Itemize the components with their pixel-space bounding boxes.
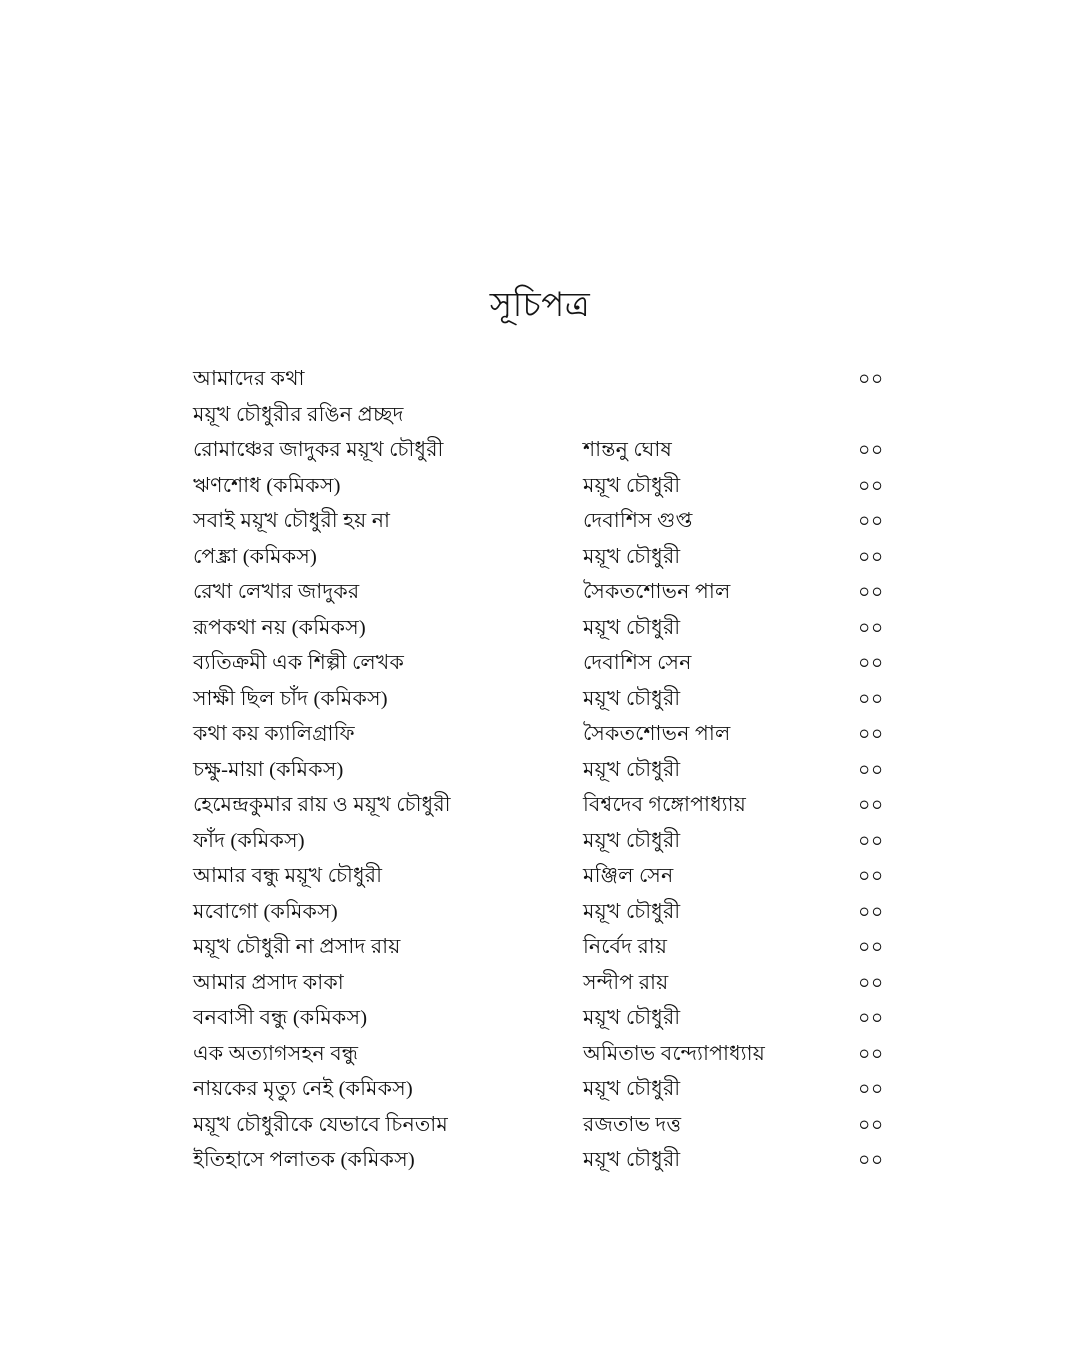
- toc-entry-author: মঞ্জিল সেন: [583, 865, 674, 887]
- toc-entry-page-number: ০০: [858, 901, 884, 923]
- toc-entry-title: নায়কের মৃত্যু নেই (কমিকস): [193, 1078, 413, 1100]
- toc-entry-row[interactable]: [193, 899, 893, 935]
- toc-entry-title: রেখা লেখার জাদুকর: [193, 581, 360, 603]
- toc-entry-title: ময়ূখ চৌধুরী না প্রসাদ রায়: [193, 936, 401, 958]
- toc-entry-title: ব্যতিক্রমী এক শিল্পী লেখক: [193, 652, 404, 674]
- toc-entry-title: চক্ষু-মায়া (কমিকস): [193, 758, 344, 781]
- toc-entry-page-number: ০০: [858, 795, 884, 816]
- toc-entry-page-number: ০০: [858, 617, 884, 639]
- toc-entry-row[interactable]: [193, 757, 893, 793]
- toc-entry-author: বিশ্বদেব গঙ্গোপাধ্যায়: [583, 794, 747, 816]
- toc-entry-page-number: ০০: [858, 511, 884, 532]
- page-title: সূচিপত্র: [489, 286, 591, 324]
- toc-entry-page-number: ০০: [858, 688, 884, 710]
- toc-entry-author: সৈকতশোভন পাল: [583, 723, 731, 745]
- toc-entry-page-number: ০০: [858, 759, 884, 781]
- toc-entry-title: বনবাসী বন্ধু (কমিকস): [193, 1007, 368, 1029]
- toc-entry-row[interactable]: [193, 1005, 893, 1041]
- toc-entry-page-number: ০০: [858, 440, 884, 461]
- toc-entry-title: সাক্ষী ছিল চাঁদ (কমিকস): [193, 687, 388, 710]
- toc-entry-row[interactable]: [193, 686, 893, 722]
- toc-entry-title: হেমেন্দ্রকুমার রায় ও ময়ূখ চৌধুরী: [193, 794, 451, 816]
- toc-entry-row[interactable]: [193, 1147, 893, 1183]
- toc-entry-page-number: ০০: [858, 972, 884, 994]
- toc-entry-author: ময়ূখ চৌধুরী: [583, 1078, 681, 1100]
- toc-entry-title: রোমাঞ্চের জাদুকর ময়ূখ চৌধুরী: [193, 439, 444, 461]
- toc-entry-author: ময়ূখ চৌধুরী: [583, 474, 681, 497]
- toc-entry-author: দেবাশিস সেন: [583, 652, 692, 674]
- toc-entry-author: দেবাশিস গুপ্ত: [583, 510, 693, 532]
- toc-entry-author: ময়ূখ চৌধুরী: [583, 758, 681, 781]
- toc-entry-row[interactable]: [193, 828, 893, 864]
- toc-entry-title: পেঙ্ক্রা (কমিকস): [193, 545, 318, 568]
- toc-entry-title: ময়ূখ চৌধুরীর রঙিন প্রচ্ছদ: [193, 403, 404, 426]
- toc-entry-author: ময়ূখ চৌধুরী: [583, 900, 681, 923]
- toc-entry-author: ময়ূখ চৌধুরী: [583, 1149, 681, 1171]
- toc-entry-author: ময়ূখ চৌধুরী: [583, 1007, 681, 1029]
- toc-entry-author: সন্দীপ রায়: [583, 971, 669, 994]
- toc-entry-row[interactable]: [193, 1112, 893, 1148]
- toc-entry-author: শান্তনু ঘোষ: [583, 439, 672, 461]
- toc-entry-row[interactable]: [193, 650, 893, 686]
- toc-entry-row[interactable]: [193, 579, 893, 615]
- toc-entry-author: সৈকতশোভন পাল: [583, 581, 731, 603]
- toc-entry-row[interactable]: [193, 1076, 893, 1112]
- toc-entry-page-number: ০০: [858, 369, 884, 390]
- toc-entry-row[interactable]: [193, 615, 893, 651]
- toc-entry-row[interactable]: [193, 544, 893, 580]
- toc-entry-title: ফাঁদ (কমিকস): [193, 829, 305, 852]
- toc-entry-author: ময়ূখ চৌধুরী: [583, 829, 681, 852]
- toc-entry-author: ময়ূখ চৌধুরী: [583, 616, 681, 639]
- toc-entry-row[interactable]: [193, 366, 893, 402]
- toc-entry-list: [193, 366, 893, 1183]
- toc-entry-page-number: ০০: [858, 724, 884, 745]
- toc-entry-page-number: ০০: [858, 1008, 884, 1029]
- toc-entry-page-number: ০০: [858, 937, 884, 958]
- toc-entry-author: অমিতাভ বন্দ্যোপাধ্যায়: [583, 1042, 766, 1065]
- toc-entry-title: এক অত্যাগসহন বন্ধু: [193, 1042, 359, 1065]
- toc-entry-title: মবোগো (কমিকস): [193, 900, 338, 923]
- toc-entry-title: ইতিহাসে পলাতক (কমিকস): [193, 1149, 415, 1171]
- toc-entry-row[interactable]: [193, 863, 893, 899]
- toc-entry-page-number: ০০: [858, 1150, 884, 1171]
- toc-entry-title: আমাদের কথা: [193, 368, 305, 390]
- toc-entry-row[interactable]: [193, 970, 893, 1006]
- toc-entry-page-number: ০০: [858, 1079, 884, 1100]
- toc-entry-page-number: ০০: [858, 475, 884, 497]
- toc-entry-title: ঋণশোধ (কমিকস): [193, 474, 341, 497]
- toc-entry-title: ময়ূখ চৌধুরীকে যেভাবে চিনতাম: [193, 1113, 449, 1136]
- toc-entry-author: ময়ূখ চৌধুরী: [583, 687, 681, 710]
- toc-entry-title: কথা কয় ক্যালিগ্রাফি: [193, 723, 355, 745]
- toc-entry-row[interactable]: [193, 792, 893, 828]
- toc-entry-title: আমার প্রসাদ কাকা: [193, 971, 344, 994]
- toc-entry-page-number: ০০: [858, 1114, 884, 1136]
- toc-entry-row[interactable]: [193, 402, 893, 438]
- toc-entry-row[interactable]: [193, 934, 893, 970]
- toc-entry-page-number: ০০: [858, 546, 884, 568]
- toc-entry-row[interactable]: [193, 508, 893, 544]
- toc-entry-title: রূপকথা নয় (কমিকস): [193, 616, 366, 639]
- toc-entry-row[interactable]: [193, 473, 893, 509]
- toc-entry-row[interactable]: [193, 437, 893, 473]
- toc-entry-title: সবাই ময়ূখ চৌধুরী হয় না: [193, 510, 391, 532]
- toc-entry-page-number: ০০: [858, 582, 884, 603]
- toc-entry-title: আমার বন্ধু ময়ূখ চৌধুরী: [193, 865, 383, 887]
- toc-entry-row[interactable]: [193, 1041, 893, 1077]
- toc-entry-row[interactable]: [193, 721, 893, 757]
- toc-entry-author: রজতাভ দত্ত: [583, 1113, 682, 1136]
- toc-entry-page-number: ০০: [858, 866, 884, 887]
- toc-entry-page-number: ০০: [858, 830, 884, 852]
- toc-entry-page-number: ০০: [858, 653, 884, 674]
- toc-entry-author: ময়ূখ চৌধুরী: [583, 545, 681, 568]
- toc-entry-page-number: ০০: [858, 1043, 884, 1065]
- toc-entry-author: নির্বেদ রায়: [583, 936, 668, 958]
